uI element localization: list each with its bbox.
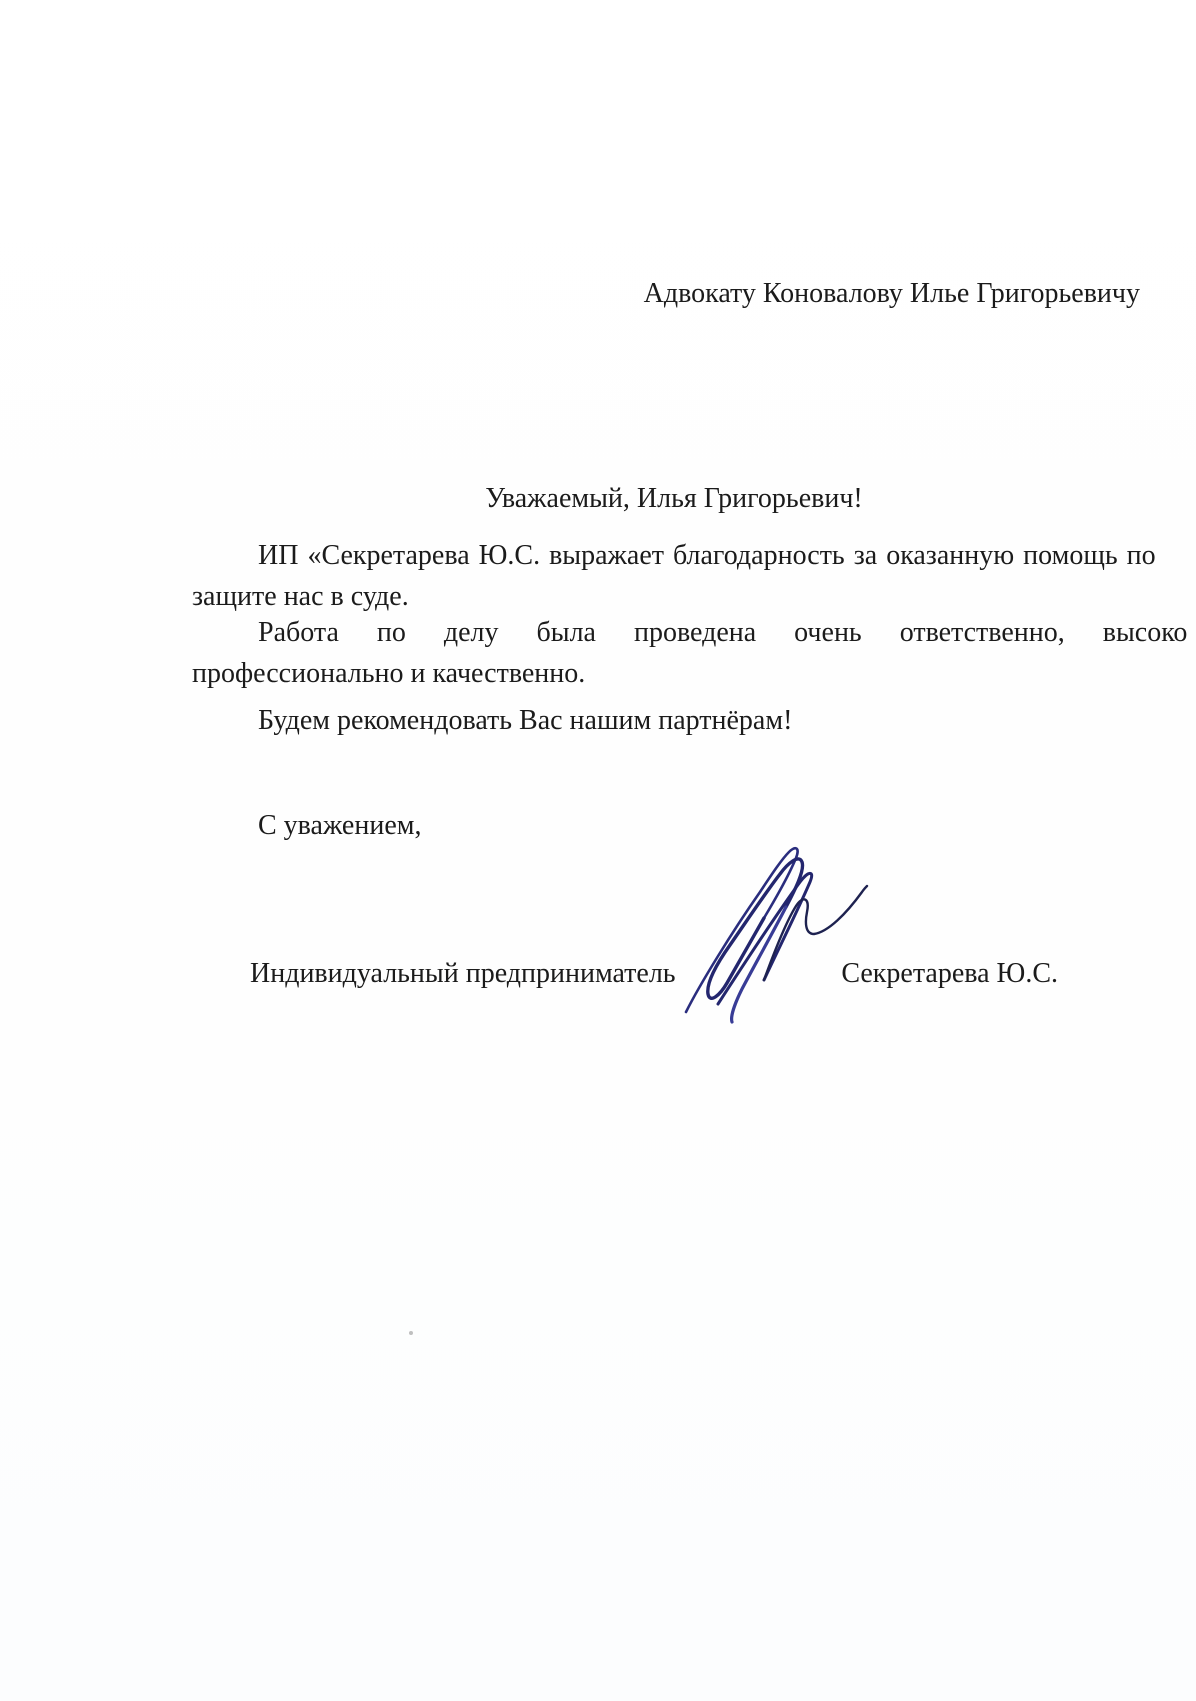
body-paragraph-1 <box>192 535 1156 617</box>
body-paragraph-3 <box>192 700 1140 741</box>
scan-artifact-dot <box>409 1331 413 1335</box>
addressee-line: Адвокату Коновалову Илье Григорьевичу <box>643 278 1140 309</box>
paragraph-line: защите нас в суде. <box>192 581 409 612</box>
handwritten-signature <box>648 826 883 1026</box>
signer-role: Индивидуальный предприниматель <box>250 958 676 989</box>
closing-phrase: С уважением, <box>258 810 422 841</box>
signer-name: Секретарева Ю.С. <box>841 958 1058 989</box>
paragraph-line: Работа по делу была проведена очень ответственно, высоко <box>258 617 1188 648</box>
body-paragraph-2 <box>192 612 1188 694</box>
salutation: Уважаемый, Илья Григорьевич! <box>485 483 863 514</box>
paragraph-line: профессионально и качественно. <box>192 658 586 689</box>
paragraph-line: ИП «Секретарева Ю.С. выражает благодарность за оказанную помощь по <box>258 540 1156 571</box>
paragraph-line: Будем рекомендовать Вас нашим партнёрам! <box>258 705 793 736</box>
signature-row <box>192 953 1140 994</box>
